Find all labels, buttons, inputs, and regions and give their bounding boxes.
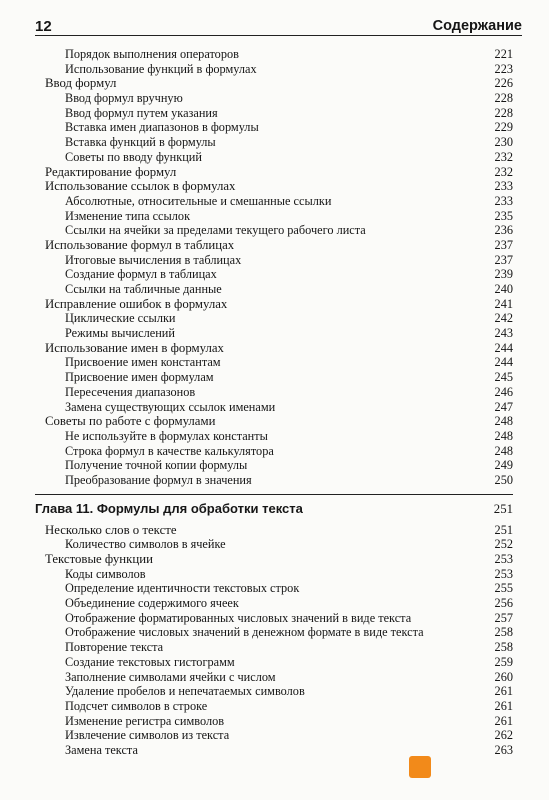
- toc-entry-title: Использование имен в формулах: [45, 340, 224, 355]
- toc-subsection-entry: [35, 611, 513, 626]
- toc-subsection-entry: [35, 640, 513, 655]
- toc-entry-page: 232: [494, 149, 513, 164]
- toc-group-formulas: [35, 47, 513, 488]
- section-title: Содержание: [432, 18, 522, 34]
- toc-entry-page: 262: [494, 728, 513, 743]
- toc-subsection-entry: [35, 596, 513, 611]
- toc-entry-page: 230: [494, 135, 513, 150]
- toc-entry-title: Не используйте в формулах константы: [65, 428, 268, 443]
- toc-entry-page: 226: [494, 76, 513, 91]
- toc-entry-title: Замена текста: [65, 742, 138, 757]
- toc-subsection-entry: [35, 47, 513, 62]
- toc-subsection-entry: [35, 670, 513, 685]
- toc-entry-page: 232: [494, 164, 513, 179]
- toc-entry-page: 247: [494, 399, 513, 414]
- toc-subsection-entry: [35, 458, 513, 473]
- toc-entry-title: Использование ссылок в формулах: [45, 179, 236, 194]
- toc-entry-page: 237: [494, 252, 513, 267]
- toc-subsection-entry: [35, 106, 513, 121]
- toc-subsection-entry: [35, 91, 513, 106]
- toc-entry-page: 251: [494, 522, 513, 537]
- toc-subsection-entry: [35, 62, 513, 77]
- toc-entry-page: 233: [494, 193, 513, 208]
- toc-entry-page: 261: [494, 698, 513, 713]
- toc-subsection-entry: [35, 326, 513, 341]
- toc-entry-title: Советы по вводу функций: [65, 149, 202, 164]
- toc-entry-page: 223: [494, 61, 513, 76]
- toc-entry-title: Абсолютные, относительные и смешанные ссылки: [65, 193, 332, 208]
- toc-entry-title: Отображение числовых значений в денежном формате в виде текста: [65, 625, 424, 640]
- toc-section-entry: [35, 341, 513, 356]
- toc-entry-title: Пересечения диапазонов: [65, 384, 196, 399]
- toc-entry-title: Исправление ошибок в формулах: [45, 296, 228, 311]
- toc-subsection-entry: [35, 581, 513, 596]
- toc-entry-page: 256: [494, 596, 513, 611]
- toc-entry-page: 228: [494, 105, 513, 120]
- toc-subsection-entry: [35, 743, 513, 758]
- toc-entry-title: Ввод формул: [45, 76, 117, 91]
- toc-entry-page: 261: [494, 713, 513, 728]
- toc-section-entry: [35, 414, 513, 429]
- toc-entry-title: Строка формул в качестве калькулятора: [65, 443, 274, 458]
- toc-entry-title: Редактирование формул: [45, 164, 177, 179]
- toc-entry-title: Определение идентичности текстовых строк: [65, 581, 300, 596]
- toc-entry-title: Использование функций в формулах: [65, 61, 257, 76]
- toc-entry-page: 242: [494, 311, 513, 326]
- toc-entry-page: 248: [494, 428, 513, 443]
- toc-entry-title: Присвоение имен константам: [65, 355, 221, 370]
- toc-entry-title: Циклические ссылки: [65, 311, 176, 326]
- toc-entry-title: Текстовые функции: [45, 552, 153, 566]
- toc-section-entry: [35, 165, 513, 180]
- toc-entry-title: Подсчет символов в строке: [65, 698, 208, 713]
- toc-entry-title: Удаление пробелов и непечатаемых символов: [65, 684, 305, 699]
- toc-entry-title: Извлечение символов из текста: [65, 728, 230, 743]
- toc-entry-page: 246: [494, 384, 513, 399]
- toc-entry-page: 259: [494, 654, 513, 669]
- toc-section-entry: [35, 523, 513, 538]
- watermark-logo: [409, 756, 431, 778]
- toc-section-entry: [35, 552, 513, 567]
- toc-entry-page: 229: [494, 120, 513, 135]
- toc-entry-title: Изменение регистра символов: [65, 713, 225, 728]
- toc-subsection-entry: [35, 537, 513, 552]
- toc-subsection-entry: [35, 473, 513, 488]
- toc-entry-page: 260: [494, 669, 513, 684]
- toc-subsection-entry: [35, 370, 513, 385]
- toc-entry-page: 258: [494, 640, 513, 655]
- toc-entry-title: Замена существующих ссылок именами: [65, 399, 276, 414]
- toc-subsection-entry: [35, 355, 513, 370]
- toc-entry-page: 243: [494, 326, 513, 341]
- toc-group-text: [35, 523, 513, 758]
- toc-subsection-entry: [35, 728, 513, 743]
- toc-entry-title: Использование формул в таблицах: [45, 237, 235, 252]
- toc-subsection-entry: [35, 194, 513, 209]
- toc-entry-title: Коды символов: [65, 566, 146, 581]
- toc-entry-page: 221: [494, 47, 513, 61]
- toc-subsection-entry: [35, 655, 513, 670]
- toc-entry-page: 257: [494, 610, 513, 625]
- toc-subsection-entry: [35, 385, 513, 400]
- toc-entry-page: 228: [494, 91, 513, 106]
- toc-entry-title: Создание формул в таблицах: [65, 267, 217, 282]
- toc-section-entry: [35, 179, 513, 194]
- toc-subsection-entry: [35, 400, 513, 415]
- toc-entry-page: 258: [494, 625, 513, 640]
- toc-entry-page: 248: [494, 414, 513, 429]
- toc-subsection-entry: [35, 267, 513, 282]
- toc-subsection-entry: [35, 282, 513, 297]
- toc-entry-page: 248: [494, 443, 513, 458]
- toc-entry-title: Присвоение имен формулам: [65, 370, 214, 385]
- toc-entry-page: 252: [494, 537, 513, 552]
- toc-entry-title: Заполнение символами ячейки с числом: [65, 669, 276, 684]
- toc-subsection-entry: [35, 150, 513, 165]
- toc-entry-page: 241: [494, 296, 513, 311]
- toc-entry-title: Вставка имен диапазонов в формулы: [65, 120, 259, 135]
- chapter-page: 251: [493, 501, 513, 516]
- toc-entry-title: Создание текстовых гистограмм: [65, 654, 235, 669]
- toc-entry-page: 235: [494, 208, 513, 223]
- toc-entry-title: Итоговые вычисления в таблицах: [65, 252, 242, 267]
- toc-entry-page: 249: [494, 458, 513, 473]
- toc-entry-title: Несколько слов о тексте: [45, 522, 177, 537]
- toc-entry-page: 263: [494, 742, 513, 757]
- toc-entry-title: Режимы вычислений: [65, 326, 175, 341]
- toc-subsection-entry: [35, 684, 513, 699]
- toc-entry-page: 253: [494, 552, 513, 566]
- toc-entry-title: Получение точной копии формулы: [65, 458, 248, 473]
- toc-entry-page: 253: [494, 566, 513, 581]
- toc-entry-title: Ввод формул путем указания: [65, 105, 218, 120]
- toc-chapter-heading: [35, 494, 513, 523]
- toc-entry-page: 261: [494, 684, 513, 699]
- table-of-contents: [35, 47, 513, 758]
- toc-entry-title: Порядок выполнения операторов: [65, 47, 239, 61]
- toc-entry-page: 250: [494, 472, 513, 487]
- toc-entry-page: 244: [494, 340, 513, 355]
- toc-entry-title: Количество символов в ячейке: [65, 537, 226, 552]
- toc-entry-page: 239: [494, 267, 513, 282]
- toc-entry-page: 236: [494, 223, 513, 238]
- running-header: [35, 8, 522, 36]
- toc-section-entry: [35, 76, 513, 91]
- toc-entry-page: 245: [494, 370, 513, 385]
- toc-subsection-entry: [35, 135, 513, 150]
- chapter-title: Глава 11. Формулы для обработки текста: [35, 500, 303, 516]
- toc-subsection-entry: [35, 120, 513, 135]
- toc-entry-title: Повторение текста: [65, 640, 164, 655]
- toc-section-entry: [35, 297, 513, 312]
- toc-subsection-entry: [35, 714, 513, 729]
- toc-section-entry: [35, 238, 513, 253]
- toc-subsection-entry: [35, 625, 513, 640]
- toc-subsection-entry: [35, 223, 513, 238]
- page-number: 12: [35, 18, 52, 35]
- toc-entry-page: 233: [494, 179, 513, 194]
- toc-entry-title: Вставка функций в формулы: [65, 135, 216, 150]
- toc-entry-page: 237: [494, 237, 513, 252]
- toc-subsection-entry: [35, 699, 513, 714]
- toc-entry-title: Ввод формул вручную: [65, 91, 183, 106]
- toc-subsection-entry: [35, 444, 513, 459]
- toc-entry-title: Преобразование формул в значения: [65, 472, 252, 487]
- toc-subsection-entry: [35, 253, 513, 268]
- toc-entry-title: Советы по работе с формулами: [45, 414, 216, 429]
- toc-entry-title: Объединение содержимого ячеек: [65, 596, 239, 611]
- toc-subsection-entry: [35, 209, 513, 224]
- toc-entry-page: 255: [494, 581, 513, 596]
- toc-entry-title: Изменение типа ссылок: [65, 208, 191, 223]
- toc-entry-page: 244: [494, 355, 513, 370]
- toc-entry-page: 240: [494, 282, 513, 296]
- toc-subsection-entry: [35, 311, 513, 326]
- toc-entry-title: Ссылки на ячейки за пределами текущего рабочего листа: [65, 223, 366, 238]
- toc-subsection-entry: [35, 567, 513, 582]
- toc-entry-title: Ссылки на табличные данные: [65, 282, 222, 296]
- toc-subsection-entry: [35, 429, 513, 444]
- toc-entry-title: Отображение форматированных числовых значений в виде текста: [65, 610, 412, 625]
